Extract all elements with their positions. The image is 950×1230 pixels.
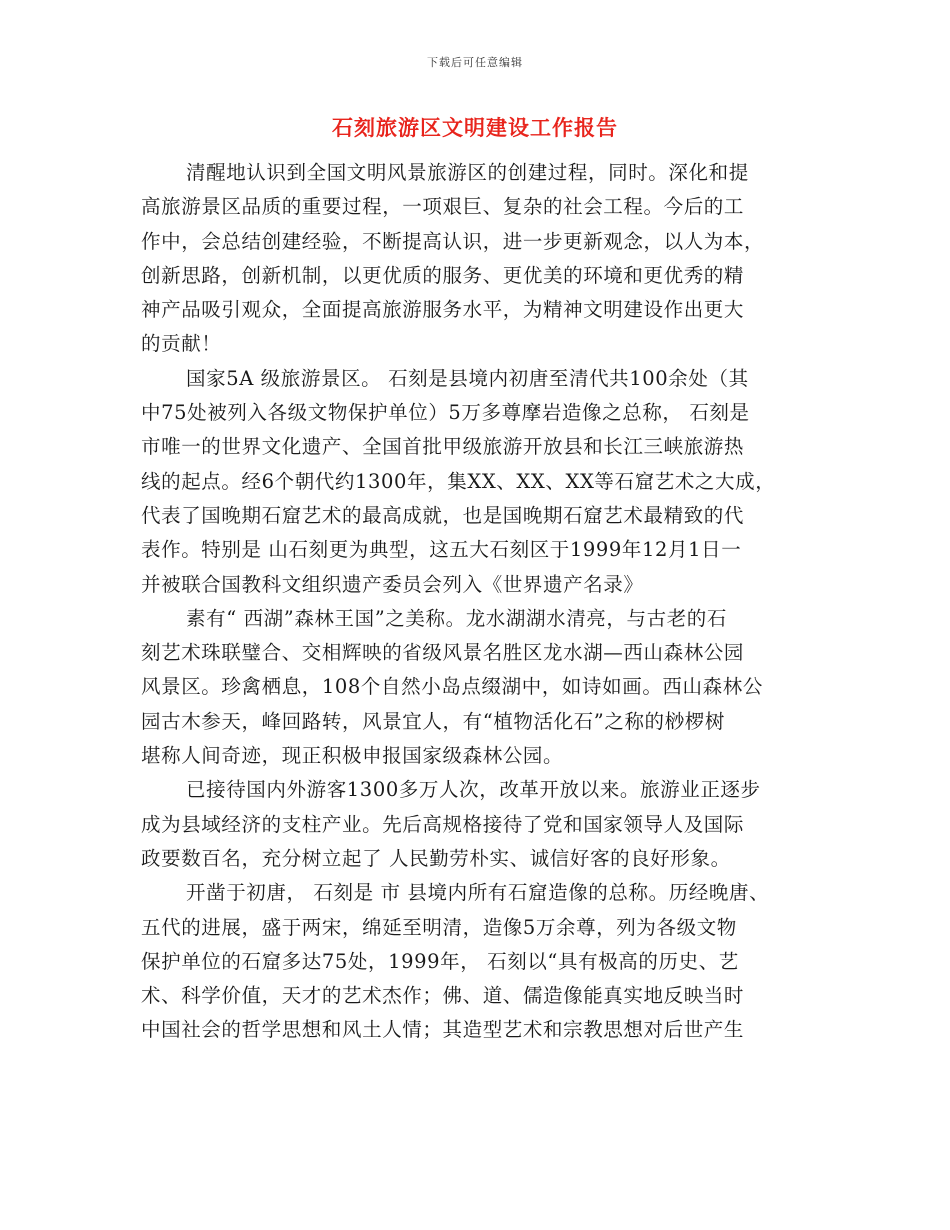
text-line: 保护单位的石窟多达75处，1999年， 石刻以“具有极高的历史、艺 — [141, 949, 739, 973]
document-body — [141, 156, 831, 1048]
text-line: 的贡献！ — [141, 332, 222, 356]
paragraph-3 — [141, 602, 831, 773]
text-line: 神产品吸引观众，全面提高旅游服务水平，为精神文明建设作出更大 — [141, 298, 745, 322]
text-line: 并被联合国教科文组织遗产委员会列入《世界遗产名录》 — [141, 572, 644, 596]
text-line: 代表了国晚期石窟艺术的最高成就，也是国晚期石窟艺术最精致的代 — [141, 503, 745, 527]
text-line: 风景区。珍禽栖息，108个自然小岛点缀湖中，如诗如画。西山森林公 — [141, 675, 763, 699]
text-line: 园古木参天，峰回路转，风景宜人，有“植物活化石”之称的桫椤树 — [141, 709, 725, 733]
text-line: 中75处被列入各级文物保护单位）5万多尊摩岩造像之总称， 石刻是 — [141, 401, 750, 425]
paragraph-2 — [141, 362, 831, 602]
text-line: 市唯一的世界文化遗产、全国首批甲级旅游开放县和长江三峡旅游热 — [141, 435, 745, 459]
text-line: 五代的进展，盛于两宋，绵延至明清，造像5万余尊，列为各级文物 — [141, 915, 737, 939]
text-line: 高旅游景区品质的重要过程，一项艰巨、复杂的社会工程。今后的工 — [141, 195, 745, 219]
paragraph-1 — [141, 156, 831, 362]
text-line: 创新思路，创新机制，以更优质的服务、更优美的环境和更优秀的精 — [141, 263, 745, 287]
text-line: 成为县域经济的支柱产业。先后高规格接待了党和国家领导人及国际 — [141, 812, 745, 836]
text-line: 清醒地认识到全国文明风景旅游区的创建过程，同时。深化和提 — [186, 161, 749, 184]
text-line: 政要数百名，充分树立起了 人民勤劳朴实、诚信好客的良好形象。 — [141, 846, 731, 870]
header-note: 下载后可任意编辑 — [427, 56, 523, 69]
text-line: 术、科学价值，天才的艺术杰作；佛、道、儒造像能真实地反映当时 — [141, 984, 745, 1008]
text-line: 已接待国内外游客1300多万人次，改革开放以来。旅游业正逐步 — [186, 778, 761, 802]
text-line: 素有“ 西湖”森林王国”之美称。龙水湖湖水清亮，与古老的石 — [186, 606, 728, 630]
text-line: 堪称人间奇迹，现正积极申报国家级森林公园。 — [141, 744, 564, 768]
text-line: 中国社会的哲学思想和风土人情；其造型艺术和宗教思想对后世产生 — [141, 1018, 745, 1042]
text-line: 线的起点。经6个朝代约1300年，集XX、XX、XX等石窟艺术之大成， — [141, 469, 776, 493]
text-line: 作中，会总结创建经验，不断提高认识，进一步更新观念，以人为本， — [141, 229, 765, 253]
text-line: 国家5A 级旅游景区。 石刻是县境内初唐至清代共100余处（其 — [186, 366, 749, 390]
text-line: 表作。特别是 山石刻更为典型，这五大石刻区于1999年12月1日一 — [141, 538, 742, 562]
paragraph-4 — [141, 773, 831, 876]
text-line: 开凿于初唐， 石刻是 市 县境内所有石窟造像的总称。历经晚唐、 — [186, 881, 770, 905]
document-title: 石刻旅游区文明建设工作报告 — [332, 115, 618, 140]
text-line: 刻艺术珠联璧合、交相辉映的省级风景名胜区龙水湖—西山森林公园 — [141, 641, 745, 665]
paragraph-5 — [141, 876, 831, 1047]
